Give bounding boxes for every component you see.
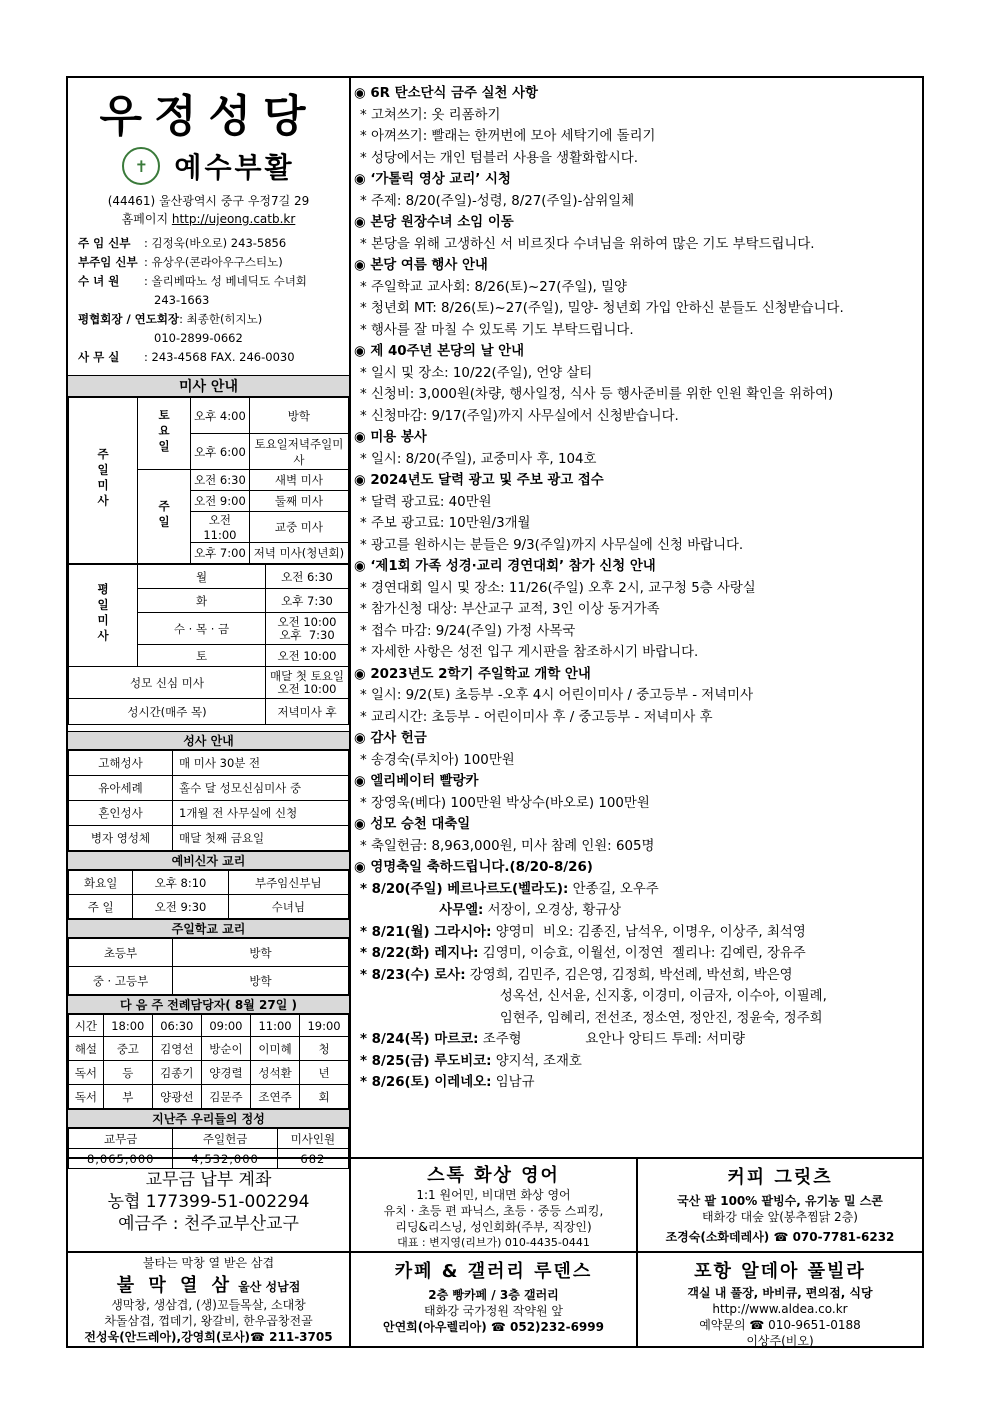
liturgy-col-head: 시간 [69, 1015, 104, 1037]
subtitle-row [68, 146, 349, 186]
liturgy-cell: 조연주 [250, 1085, 299, 1109]
staff-label: 평협회장 / 연도회장 [78, 312, 180, 326]
marian-mass-time: 매달 첫 토요일 오전 10:00 [266, 667, 349, 699]
feast-head: ◉ 영명축일 축하드립니다.(8/20-8/26) [354, 860, 593, 875]
sunday-mass-label: 주일미사 [69, 398, 138, 564]
bulmak-ad [68, 1253, 351, 1348]
feast-date: * 8/20(주일) 베르나르도(벨라도): [360, 881, 569, 897]
cafe-contact: 안연희(아우렐리아) ☎ 052)232-6999 [383, 1320, 604, 1334]
offering-col-head: 주일헌금 [173, 1129, 277, 1149]
weekday-table [68, 564, 349, 725]
feast-line [354, 922, 924, 944]
notice-head: ◉ 엘리베이터 빨랑카 [354, 774, 479, 789]
coffee-line: 태화강 대숲 앞(봉추찜닭 2층) [702, 1210, 858, 1224]
feast-date: * 8/25(금) 루도비코: [360, 1053, 492, 1069]
sacrament-value: 매달 첫째 금요일 [173, 826, 349, 851]
notice-head: ◉ 본당 원장수녀 소임 이동 [354, 215, 514, 230]
mass-head: 미사 안내 [68, 375, 349, 397]
mass-name: 토요일저녁주일미사 [249, 434, 348, 470]
address: (44461) 울산광역시 중구 우정7길 29 [107, 194, 310, 208]
offering-head: 지난주 우리들의 정성 [68, 1109, 349, 1128]
catechumen-day: 주 일 [69, 895, 133, 919]
liturgy-cell: 회 [300, 1085, 349, 1109]
staff-value: 243-1663 [154, 293, 210, 307]
feast-names: 임남규 [491, 1075, 535, 1090]
liturgy-cell: 성석환 [250, 1061, 299, 1085]
feast-line [354, 1008, 924, 1030]
mass-time: 오전 6:30 [191, 470, 250, 491]
feast-names: 조주형 요안나 앙티드 투레: 서미량 [478, 1032, 745, 1047]
notice-block [354, 169, 924, 212]
weekday-time: 오전 10:00 [266, 645, 349, 667]
staff-label: 부주임 신부 [78, 255, 138, 269]
liturgy-cell: 독서 [69, 1061, 104, 1085]
staff-row [78, 272, 349, 291]
mass-time: 오후 6:00 [191, 434, 250, 470]
liturgy-cell: 김영선 [152, 1037, 201, 1061]
feast-line [354, 900, 924, 922]
offering-col-head: 교무금 [69, 1129, 173, 1149]
notice-line: * 경연대회 일시 및 장소: 11/26(주일) 오후 2시, 교구청 5층 사랑실 [360, 580, 756, 596]
homepage-label: 홈페이지 [121, 212, 169, 226]
mass-name: 교중 미사 [249, 512, 348, 543]
catechumen-who: 부주임신부님 [228, 871, 348, 895]
notice-line: * 본당을 위해 고생하신 서 비르짓다 수녀님을 위하여 많은 기도 부탁드립니다. [360, 236, 815, 252]
coffee-line: 국산 팥 100% 팥빙수, 유기농 밀 스콘 [677, 1194, 883, 1208]
ads-area [68, 1157, 922, 1348]
english-title: 스톡 화상 영어 [427, 1165, 560, 1186]
notice-block [354, 83, 924, 169]
offering-value: 8,065,000 [69, 1149, 173, 1169]
holy-hour-label: 성시간(매주 목) [69, 699, 266, 725]
sacrament-value: 1개월 전 사무실에 신청 [173, 801, 349, 826]
villa-url[interactable]: http://www.aldea.co.kr [712, 1302, 848, 1316]
feast-line [354, 943, 924, 965]
notice-line: * 일시: 8/20(주일), 교중미사 후, 104호 [360, 451, 597, 467]
feast-names: 서장이, 오경상, 황규상 [483, 903, 622, 918]
bulmak-line: 차돌삼겹, 껍데기, 왕갈비, 한우곱창전골 [104, 1314, 313, 1328]
catechumen-time: 오전 9:30 [133, 895, 228, 919]
account-number: 농협 177399-51-002294 [107, 1192, 310, 1212]
liturgy-cell: 부 [103, 1085, 152, 1109]
staff-value: : 김정욱(바오로) 243-5856 [144, 236, 287, 250]
school-label: 초등부 [69, 939, 173, 967]
parish-title: 우정성당 [99, 91, 318, 142]
feast-line [354, 879, 924, 901]
liturgy-head: 다 음 주 전례담당자( 8월 27일 ) [68, 995, 349, 1014]
coffee-ad [638, 1159, 922, 1253]
staff-label [78, 291, 154, 310]
bulmak-tagline: 불타는 막창 열 받은 삼겹 [142, 1256, 275, 1270]
notice-block [354, 814, 924, 857]
feast-line [354, 1072, 924, 1094]
holy-hour-time: 저녁미사 후 [266, 699, 349, 725]
notice-line: * 신청마감: 9/17(주일)까지 사무실에서 신청받습니다. [360, 408, 679, 424]
staff-value: : 유상우(콘라아우구스티노) [144, 255, 283, 269]
weekday-day: 화 [138, 589, 266, 613]
feast-date: * 8/26(토) 이레네오: [360, 1075, 492, 1090]
mass-time: 오후 7:00 [191, 543, 250, 564]
notice-line: * 달력 광고료: 40만원 [360, 494, 492, 510]
feast-names: 양지석, 조재호 [491, 1053, 582, 1069]
feast-date: * 8/22(화) 레지나: [360, 946, 479, 961]
bulmak-title: 불 막 열 삼 [116, 1275, 234, 1296]
staff-row [78, 234, 349, 253]
notice-line: * 행사를 잘 마칠 수 있도록 기도 부탁드립니다. [360, 322, 634, 338]
notice-line: * 주제: 8/20(주일)-성령, 8/27(주일)-삼위일체 [360, 193, 635, 209]
sacrament-label: 병자 영성체 [69, 826, 173, 851]
notice-head: ◉ 본당 여름 행사 안내 [354, 258, 488, 273]
account-holder: 예금주 : 천주교부산교구 [118, 1214, 299, 1234]
notices-list [354, 83, 924, 857]
liturgy-cell: 방순이 [201, 1037, 250, 1061]
liturgy-cell: 독서 [69, 1085, 104, 1109]
marian-mass-label: 성모 신심 미사 [69, 667, 266, 699]
notice-block [354, 470, 924, 556]
weekday-day: 월 [138, 565, 266, 589]
feast-names: 김영미, 이승효, 이월선, 이정연 젤리나: 김예린, 장유주 [478, 946, 806, 961]
catechumen-table [68, 870, 349, 919]
notice-line: * 교리시간: 초등부 - 어린이미사 후 / 중고등부 - 저녁미사 후 [360, 709, 713, 725]
mass-time: 오전 9:00 [191, 491, 250, 512]
staff-row [78, 291, 349, 310]
cafe-ad [351, 1253, 638, 1348]
sacrament-value: 홀수 달 성모신심미사 중 [173, 776, 349, 801]
staff-value: : 최종한(히지노) [179, 312, 263, 326]
sacrament-label: 고해성사 [69, 751, 173, 776]
coffee-contact: 조경숙(소화데레사) ☎ 070-7781-6232 [665, 1230, 895, 1244]
staff-label: 사 무 실 [78, 350, 120, 364]
bulmak-branch: 울산 성남점 [238, 1280, 301, 1294]
notice-head: ◉ ‘가톨릭 영상 교리’ 시청 [354, 172, 511, 187]
notices-column [351, 78, 924, 1157]
notice-block [354, 728, 924, 771]
address-block [68, 192, 349, 228]
staff-list [78, 234, 349, 367]
weekday-time: 오전 10:00 오후 7:30 [266, 613, 349, 645]
school-label: 중 · 고등부 [69, 967, 173, 995]
notice-line: * 송경숙(루치아) 100만원 [360, 752, 515, 768]
weekday-time: 오전 6:30 [266, 565, 349, 589]
liturgy-table [68, 1014, 349, 1109]
feast-names: 성옥선, 신서윤, 신지홍, 이경미, 이금자, 이수아, 이필례, [499, 989, 827, 1004]
liturgy-cell: 김종기 [152, 1061, 201, 1085]
feast-date [360, 989, 500, 1004]
notice-block [354, 212, 924, 255]
feast-line [354, 965, 924, 987]
cafe-title: 카페 & 갤러리 루덴스 [394, 1261, 593, 1282]
staff-label: 수 녀 원 [78, 274, 120, 288]
feast-line [354, 986, 924, 1008]
weekday-day: 수 · 목 · 금 [138, 613, 266, 645]
offering-col-head: 미사인원 [277, 1129, 348, 1149]
staff-row [78, 348, 349, 367]
liturgy-col-head: 18:00 [103, 1015, 152, 1037]
notice-block [354, 556, 924, 664]
feast-names: 양영미 비오: 김종진, 남석우, 이명우, 이상주, 최석영 [491, 924, 806, 940]
liturgy-cell: 년 [300, 1061, 349, 1085]
bulmak-contact: 전성욱(안드레아),강영희(로사)☎ 211-3705 [84, 1330, 333, 1344]
account-ad [68, 1159, 351, 1253]
notice-head: ◉ 6R 탄소단식 금주 실천 사항 [354, 86, 538, 101]
english-line: 1:1 원어민, 비대면 화상 영어 [416, 1188, 571, 1202]
villa-line: 객실 내 풀장, 바비큐, 편의점, 식당 [687, 1286, 873, 1300]
feast-date: * 8/21(월) 그라시아: [360, 924, 492, 940]
feast-date: * 8/24(목) 마르코: [360, 1032, 479, 1047]
homepage-link[interactable]: http://ujeong.catb.kr [171, 212, 296, 226]
feast-names: 임현주, 임혜리, 전선조, 정소연, 정안진, 정윤숙, 정주희 [499, 1010, 823, 1026]
notice-line: * 신청비: 3,000원(차량, 행사일정, 식사 등 행사준비를 위한 인원 확인을 위하여) [360, 387, 834, 402]
feast-line [354, 1051, 924, 1073]
notice-head: ◉ 감사 헌금 [354, 731, 427, 746]
notice-line: * 고쳐쓰기: 옷 리폼하기 [360, 107, 501, 123]
notice-line: * 축일헌금: 8,963,000원, 미사 참례 인원: 605명 [360, 838, 655, 854]
catechumen-day: 화요일 [69, 871, 133, 895]
catechumen-head: 예비신자 교리 [68, 851, 349, 870]
notice-head: ◉ 미용 봉사 [354, 430, 427, 445]
left-column [68, 78, 351, 1166]
liturgy-cell: 이미혜 [250, 1037, 299, 1061]
liturgy-col-head: 09:00 [201, 1015, 250, 1037]
bulletin-page [66, 76, 924, 1348]
offering-value: 682 [277, 1149, 348, 1169]
feast-line [354, 1029, 924, 1051]
weekday-day: 토 [138, 645, 266, 667]
mass-name: 새벽 미사 [249, 470, 348, 491]
villa-owner: 이상주(비오) [746, 1334, 814, 1348]
cafe-line: 2층 빵카페 / 3층 갤러리 [428, 1288, 559, 1302]
notice-line: * 광고를 원하시는 분들은 9/3(주일)까지 사무실에 신청 바랍니다. [360, 537, 744, 553]
notice-head: ◉ 2023년도 2학기 주일학교 개학 안내 [354, 666, 591, 682]
staff-row [78, 253, 349, 272]
villa-title: 포항 알데아 풀빌라 [694, 1261, 866, 1282]
staff-value: : 올리베따노 성 베네딕도 수녀회 [144, 274, 307, 288]
liturgy-cell: 등 [103, 1061, 152, 1085]
sacraments-head: 성사 안내 [68, 731, 349, 750]
sacraments-table [68, 750, 349, 851]
offering-value: 4,532,000 [173, 1149, 277, 1169]
notice-line: * 성당에서는 개인 텀블러 사용을 생활화합시다. [360, 150, 639, 166]
notice-head: ◉ 성모 승천 대축일 [354, 817, 471, 832]
parish-logo-icon: ✝ [122, 147, 160, 185]
feast-date: 사무엘: [360, 903, 484, 918]
liturgy-cell: 양경렬 [201, 1061, 250, 1085]
sacrament-value: 매 미사 30분 전 [173, 751, 349, 776]
mass-table [68, 397, 349, 564]
weekday-mass-label: 평일미사 [69, 565, 138, 667]
notice-head: ◉ ‘제1회 가족 성경·교리 경연대회’ 참가 신청 안내 [354, 559, 656, 574]
feast-lines [354, 879, 924, 1094]
feast-date [360, 1011, 500, 1026]
notice-line: * 접수 마감: 9/24(주일) 가정 사목국 [360, 623, 576, 639]
sunday-school-table [68, 938, 349, 995]
liturgy-col-head: 11:00 [250, 1015, 299, 1037]
notice-line: * 청년회 MT: 8/26(토)~27(주일), 밀양- 청년회 가입 안하신 분들도 신청받습니다. [360, 301, 844, 316]
feast-date: * 8/23(수) 로사: [360, 967, 466, 983]
staff-label: 주 임 신부 [78, 236, 131, 250]
catechumen-who: 수녀님 [228, 895, 348, 919]
mass-name: 둘째 미사 [249, 491, 348, 512]
sunday-label: 주일 [138, 470, 191, 564]
notice-line: * 아껴쓰기: 빨래는 한꺼번에 모아 세탁기에 돌리기 [360, 129, 656, 144]
mass-name: 저녁 미사(청년회) [249, 543, 348, 564]
coffee-title: 커피 그릿츠 [727, 1167, 833, 1188]
saturday-label: 토요일 [138, 398, 191, 470]
parish-subtitle: 예수부활 [174, 151, 295, 184]
english-line: 유치 · 초등 편 파닉스, 초등 · 중등 스피킹, [383, 1204, 604, 1218]
sacrament-label: 혼인성사 [69, 801, 173, 826]
notice-line: * 일시: 9/2(토) 초등부 -오후 4시 어린이미사 / 중고등부 - 저녁미사 [360, 688, 754, 703]
notice-block [354, 255, 924, 341]
notice-line: * 주보 광고료: 10만원/3개월 [360, 516, 531, 531]
bulmak-line: 생막창, 생삼겹, (생)꼬들목살, 소대창 [111, 1298, 306, 1312]
cafe-line: 태화강 국가정원 작약원 앞 [424, 1304, 563, 1318]
notice-block [354, 771, 924, 814]
feast-section [354, 857, 924, 1094]
villa-ad [638, 1253, 922, 1348]
weekday-time: 오후 7:30 [266, 589, 349, 613]
staff-row [78, 329, 349, 348]
staff-value: 010-2899-0662 [154, 331, 243, 345]
villa-phone: 예약문의 ☎ 010-9651-0188 [699, 1318, 861, 1332]
liturgy-col-head: 06:30 [152, 1015, 201, 1037]
english-contact: 대표 : 변지영(리브가) 010-4435-0441 [397, 1236, 590, 1249]
sunday-school-head: 주일학교 교리 [68, 919, 349, 938]
notice-line: * 일시 및 장소: 10/22(주일), 언양 살티 [360, 365, 593, 381]
school-value: 방학 [173, 967, 349, 995]
account-title: 교무금 납부 계좌 [145, 1170, 272, 1190]
sacrament-label: 유아세례 [69, 776, 173, 801]
notice-line: * 자세한 사항은 성전 입구 게시판을 참조하시기 바랍니다. [360, 645, 699, 660]
mass-time: 오전11:00 [191, 512, 250, 543]
notice-head: ◉ 2024년도 달력 광고 및 주보 광고 접수 [354, 473, 604, 488]
mass-name: 방학 [249, 398, 348, 434]
english-line: 리딩&리스닝, 성인회화(주부, 직장인) [395, 1220, 592, 1234]
notice-line: * 참가신청 대상: 부산교구 교적, 3인 이상 동거가족 [360, 602, 660, 617]
liturgy-cell: 중고 [103, 1037, 152, 1061]
liturgy-cell: 청 [300, 1037, 349, 1061]
english-ad [351, 1159, 638, 1253]
notice-block [354, 664, 924, 729]
school-value: 방학 [173, 939, 349, 967]
mass-time: 오후 4:00 [191, 398, 250, 434]
liturgy-cell: 해설 [69, 1037, 104, 1061]
staff-row [78, 310, 349, 329]
notice-head: ◉ 제 40주년 본당의 날 안내 [354, 344, 525, 359]
notice-line: * 주일학교 교사회: 8/26(토)~27(주일), 밀양 [360, 279, 627, 295]
feast-names: 안종길, 오우주 [568, 881, 659, 897]
liturgy-cell: 양광선 [152, 1085, 201, 1109]
notice-block [354, 427, 924, 470]
liturgy-cell: 김문주 [201, 1085, 250, 1109]
notice-line: * 장영욱(베다) 100만원 박상수(바오로) 100만원 [360, 795, 650, 811]
catechumen-time: 오후 8:10 [133, 871, 228, 895]
notice-block [354, 341, 924, 427]
feast-names: 강영희, 김민주, 김은영, 김정희, 박선례, 박선희, 박은영 [465, 967, 793, 983]
liturgy-col-head: 19:00 [300, 1015, 349, 1037]
staff-value: : 243-4568 FAX. 246-0030 [144, 350, 295, 364]
staff-label [78, 329, 154, 348]
